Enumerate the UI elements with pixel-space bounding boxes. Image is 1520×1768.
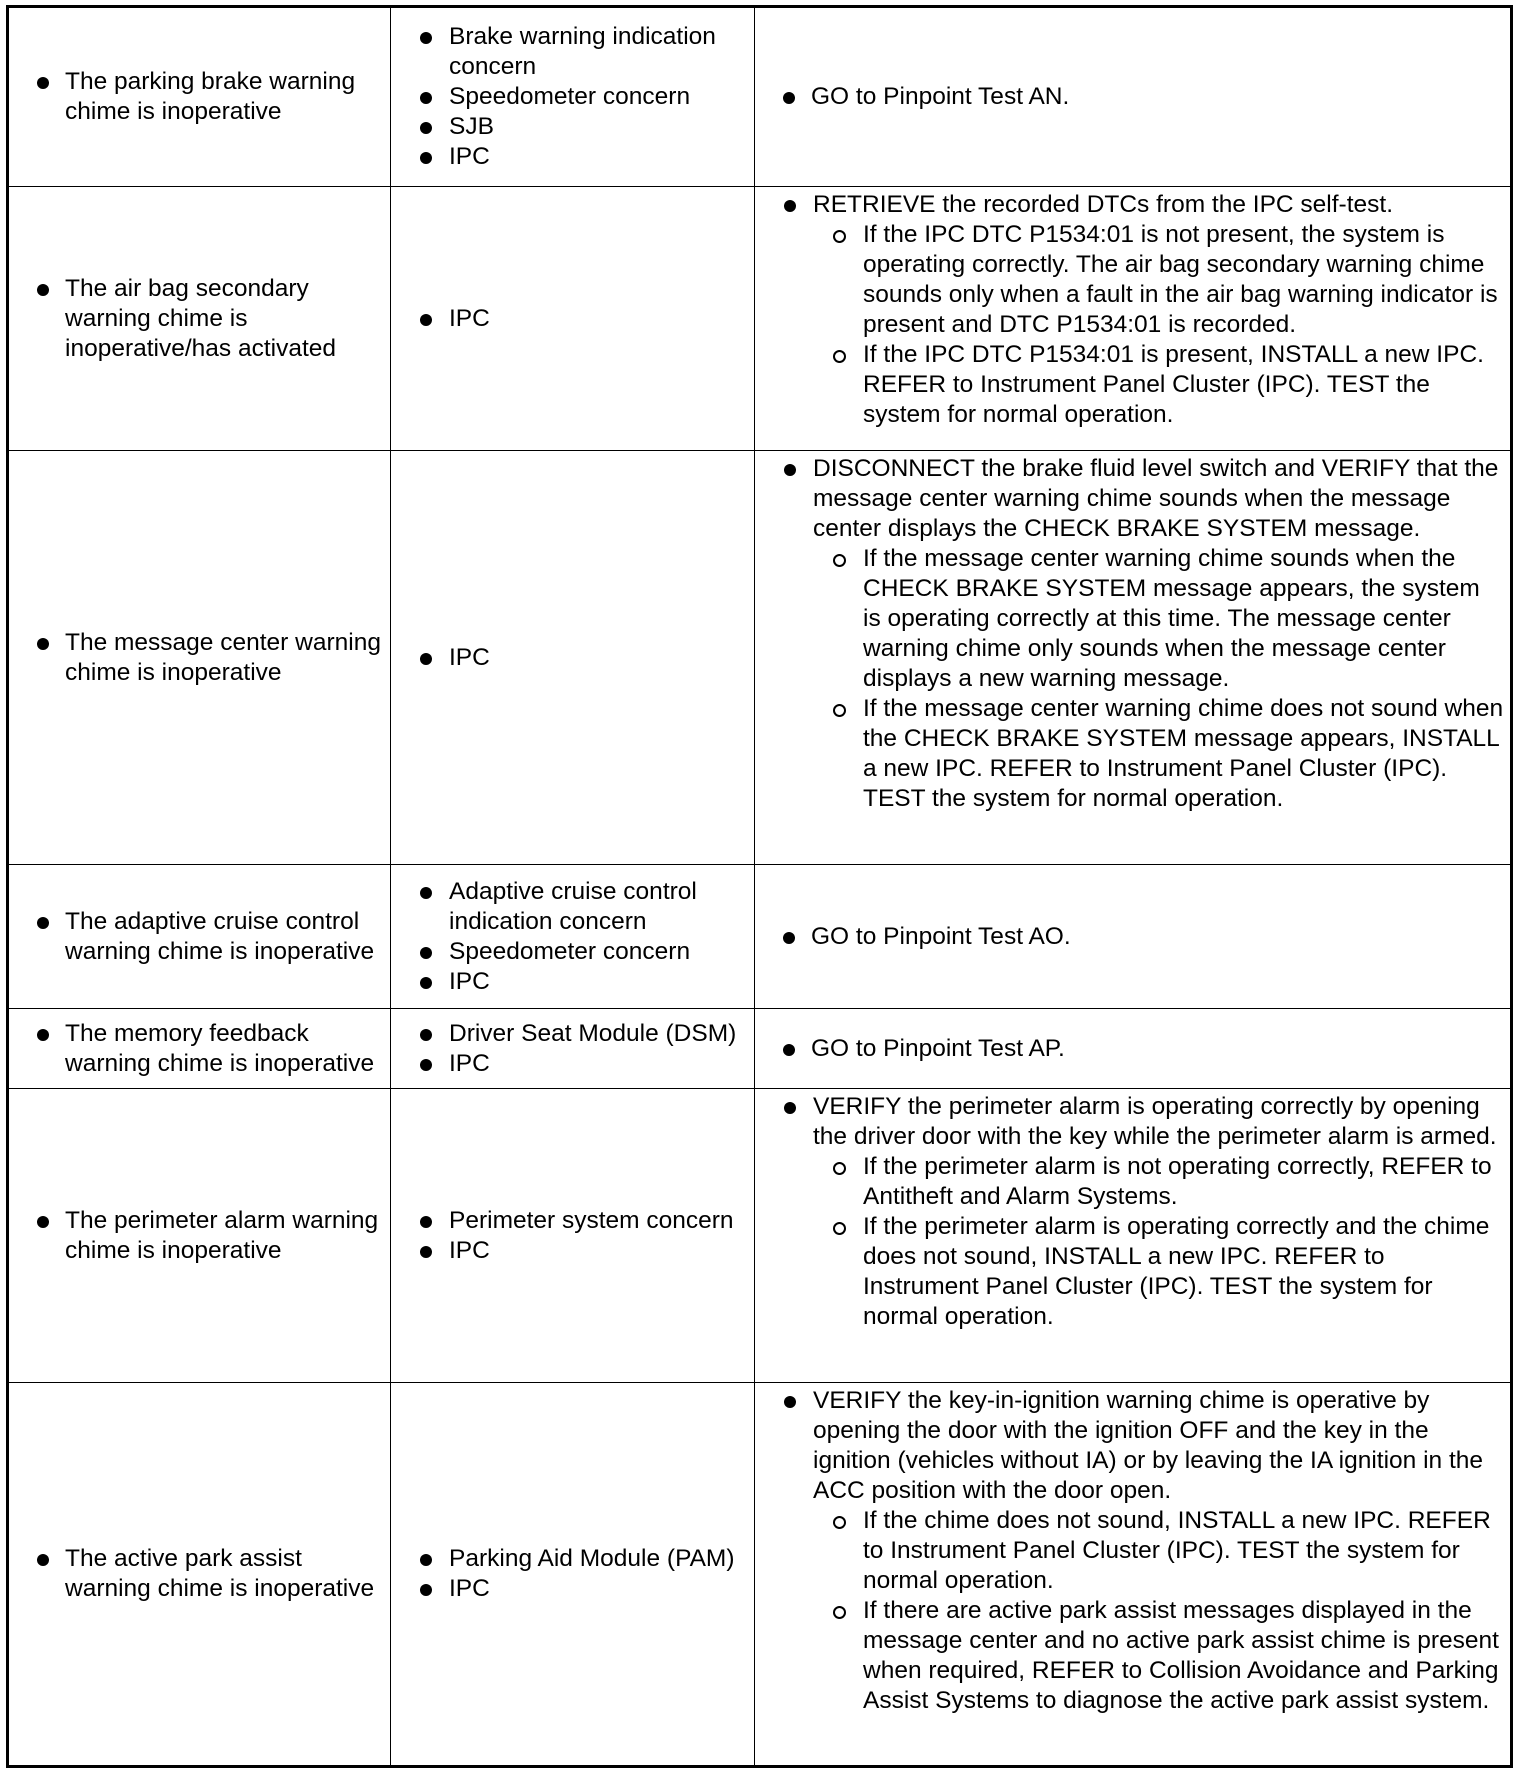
action-cell — [755, 451, 1512, 865]
action-cell — [755, 865, 1512, 1009]
action-text: DISCONNECT the brake fluid level switch and VERIFY that the message center warning chime sounds when the message center displays the CHECK BRAKE SYSTEM message. — [755, 454, 1504, 544]
possible-source-item: IPC — [391, 1574, 748, 1604]
action-subitem: If the message center warning chime sounds when the CHECK BRAKE SYSTEM message appears, the system is operating correctly at this time. The message center warning chime only sounds when the message center displays a new warning message. — [755, 544, 1504, 694]
action-text: RETRIEVE the recorded DTCs from the IPC self-test. — [755, 190, 1504, 220]
action-text: GO to Pinpoint Test AP. — [755, 1034, 1504, 1064]
action-text: GO to Pinpoint Test AN. — [755, 82, 1504, 112]
possible-source-item: IPC — [391, 304, 748, 334]
condition-cell — [8, 865, 391, 1009]
action-text: VERIFY the perimeter alarm is operating correctly by opening the driver door with the key while the perimeter alarm is armed. — [755, 1092, 1504, 1152]
condition-cell — [8, 1383, 391, 1767]
possible-source-item: Speedometer concern — [391, 82, 748, 112]
possible-source-item: Adaptive cruise control indication concern — [391, 877, 748, 937]
possible-source-item: IPC — [391, 967, 748, 997]
possible-source-cell — [391, 187, 755, 451]
possible-source-item: Perimeter system concern — [391, 1206, 748, 1236]
condition-text: The memory feedback warning chime is inoperative — [9, 1019, 384, 1079]
action-text: VERIFY the key-in-ignition warning chime is operative by opening the door with the ignition OFF and the key in the ignition (vehicles without IA) or by leaving the IA ignition in the ACC position with the door open. — [755, 1386, 1504, 1506]
action-subitem: If the IPC DTC P1534:01 is not present, the system is operating correctly. The air bag secondary warning chime sounds only when a fault in the air bag warning indicator is present and DTC P1534:01 is recorded. — [755, 220, 1504, 340]
possible-source-cell — [391, 1383, 755, 1767]
possible-source-item: Parking Aid Module (PAM) — [391, 1544, 748, 1574]
symptom-chart-table — [6, 5, 1513, 1768]
action-cell — [755, 1009, 1512, 1089]
action-cell — [755, 1383, 1512, 1767]
condition-text: The perimeter alarm warning chime is inoperative — [9, 1206, 384, 1266]
condition-cell — [8, 7, 391, 187]
action-subitem: If the perimeter alarm is operating correctly and the chime does not sound, INSTALL a new IPC. REFER to Instrument Panel Cluster (IPC). TEST the system for normal operation. — [755, 1212, 1504, 1332]
action-subitem: If the perimeter alarm is not operating correctly, REFER to Antitheft and Alarm Systems. — [755, 1152, 1504, 1212]
action-text: GO to Pinpoint Test AO. — [755, 922, 1504, 952]
action-subitem: If there are active park assist messages displayed in the message center and no active park assist chime is present when required, REFER to Collision Avoidance and Parking Assist Systems to diagnose the active park assist system. — [755, 1596, 1504, 1716]
condition-cell — [8, 1089, 391, 1383]
possible-source-cell — [391, 1009, 755, 1089]
action-cell — [755, 7, 1512, 187]
table-row — [8, 7, 1512, 187]
possible-source-cell — [391, 1089, 755, 1383]
possible-source-item: Brake warning indication concern — [391, 22, 748, 82]
possible-source-cell — [391, 7, 755, 187]
table-row — [8, 1383, 1512, 1767]
condition-text: The message center warning chime is inoperative — [9, 628, 384, 688]
action-cell — [755, 1089, 1512, 1383]
condition-text: The air bag secondary warning chime is inoperative/has activated — [9, 274, 384, 364]
condition-cell — [8, 451, 391, 865]
action-subitem: If the message center warning chime does not sound when the CHECK BRAKE SYSTEM message appears, INSTALL a new IPC. REFER to Instrument Panel Cluster (IPC). TEST the system for normal operation. — [755, 694, 1504, 814]
possible-source-item: SJB — [391, 112, 748, 142]
table-row — [8, 187, 1512, 451]
condition-text: The parking brake warning chime is inoperative — [9, 67, 384, 127]
possible-source-item: IPC — [391, 1236, 748, 1266]
possible-source-item: IPC — [391, 1049, 748, 1079]
action-subitem: If the IPC DTC P1534:01 is present, INSTALL a new IPC. REFER to Instrument Panel Cluster (IPC). TEST the system for normal operation. — [755, 340, 1504, 430]
condition-cell — [8, 1009, 391, 1089]
possible-source-item: Driver Seat Module (DSM) — [391, 1019, 748, 1049]
table-row — [8, 451, 1512, 865]
action-cell — [755, 187, 1512, 451]
condition-cell — [8, 187, 391, 451]
possible-source-cell — [391, 865, 755, 1009]
table-row — [8, 1089, 1512, 1383]
possible-source-item: Speedometer concern — [391, 937, 748, 967]
table-row — [8, 1009, 1512, 1089]
table-row — [8, 865, 1512, 1009]
action-subitem: If the chime does not sound, INSTALL a new IPC. REFER to Instrument Panel Cluster (IPC). TEST the system for normal operation. — [755, 1506, 1504, 1596]
condition-text: The active park assist warning chime is inoperative — [9, 1544, 384, 1604]
condition-text: The adaptive cruise control warning chime is inoperative — [9, 907, 384, 967]
possible-source-item: IPC — [391, 142, 748, 172]
possible-source-item: IPC — [391, 643, 748, 673]
possible-source-cell — [391, 451, 755, 865]
